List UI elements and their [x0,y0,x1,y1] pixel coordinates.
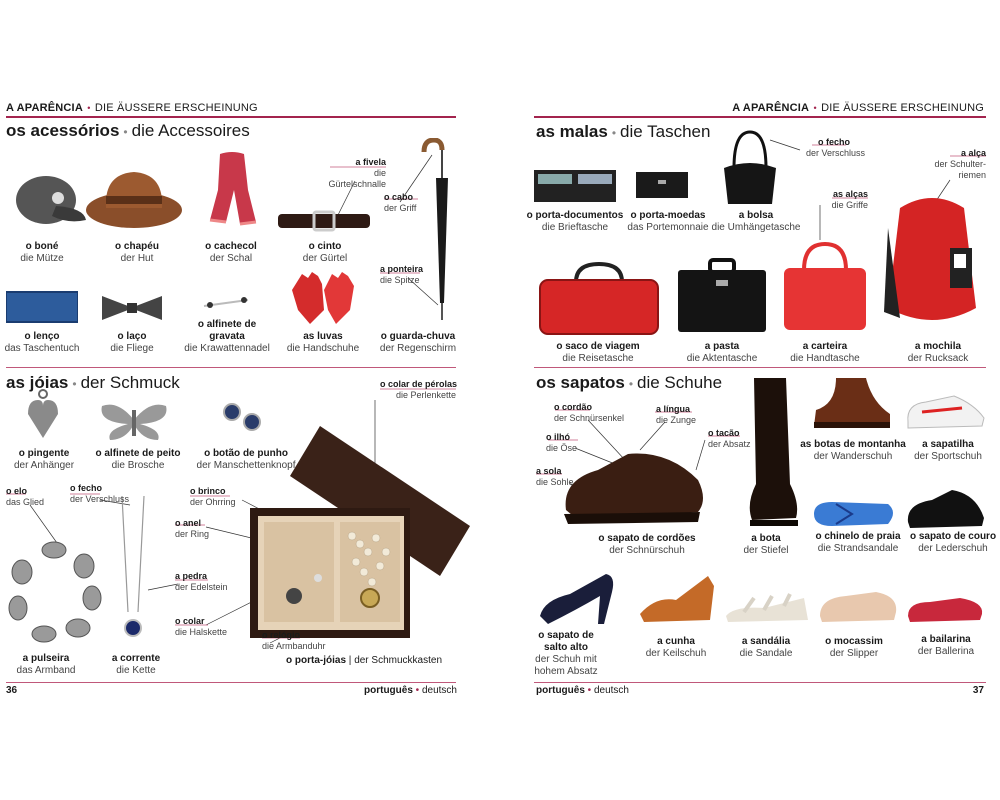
sandal-image [724,586,810,626]
label-bone: o boné die Mütze [20,241,64,264]
handkerchief-image [6,290,78,324]
label-corrente: a corrente die Kette [111,653,161,676]
bracelet-image [4,536,104,646]
scarf-image [204,150,260,230]
page-number-left: 36 [6,685,18,696]
footer-rule-left [6,682,456,683]
high-heel-image [536,566,618,626]
label-cabo: o cabo der Griff [384,192,417,213]
label-fecho-joias: o fecho der Verschluss [70,483,130,504]
handbag-image [780,236,870,332]
trainer-image [902,390,986,430]
label-sapato-couro: o sapato de couro der Lederschuh [909,531,997,554]
purse-image [636,170,688,200]
wedge-image [636,566,716,626]
label-alcas: as alças die Griffe [831,189,868,210]
belt-image [276,208,372,234]
label-alca: a alça der Schulter- riemen [934,148,986,180]
flip-flop-image [812,496,898,532]
label-bota: a bota der Stiefel [743,533,789,556]
label-anel: o anel der Ring [175,518,210,539]
label-pasta: a pasta die Aktentasche [686,341,758,364]
footer-language-left: português • deutsch [364,685,457,696]
section-title-joias: as jóias • der Schmuck [6,373,180,392]
shoulder-bag-image [720,128,780,208]
hiking-boot-image [810,374,894,430]
page-number-right: 37 [972,685,984,696]
label-brinco: o brinco der Ohrring [190,486,236,507]
necklace-image [118,492,148,642]
wallet-image [534,168,616,204]
label-luvas: as luvas die Handschuhe [286,331,360,354]
header-rule-right [534,116,986,118]
label-sola: a sola die Sohle [536,466,574,487]
pendant-image [26,388,60,440]
label-saco-viagem: o saco de viagem die Reisetasche [556,341,640,364]
label-ilho: o ilhó die Öse [546,432,578,453]
label-sapatilha: a sapatilha der Sportschuh [914,439,982,462]
label-cinto: o cinto der Gürtel [302,241,348,264]
leather-shoe-image [904,484,986,530]
label-cunha: a cunha der Keilschuh [645,636,707,659]
briefcase-image [676,254,768,334]
divider [534,367,986,368]
label-porta-moedas: o porta-moedas das Portemonnaie [627,210,709,233]
label-carteira: a carteira die Handtasche [790,341,860,364]
label-lenco: o lenço das Taschentuch [4,331,80,354]
tie-pin-image [200,292,252,314]
label-alfinete-gravata: o alfinete de gravata die Krawattennadel [184,319,270,354]
label-chinelo: o chinelo de praia die Strandsandale [815,531,901,554]
label-ponteira: a ponteira die Spitze [380,264,424,285]
label-fivela: a fivela die Gürtelschnalle [328,157,386,189]
divider [6,367,456,368]
label-alfinete-peito: o alfinete de peito die Brosche [95,448,181,471]
label-cachecol: o cachecol der Schal [205,241,257,264]
label-bolsa: a bolsa die Umhängetasche [711,210,801,233]
cap-image [8,168,88,228]
section-title-sapatos: os sapatos • die Schuhe [536,373,723,392]
label-porta-joias: o porta-jóias | der Schmuckkasten [286,655,443,666]
label-botao-punho: o botão de punho der Manschettenknopf [196,448,296,471]
label-chapeu: o chapéu der Hut [115,241,159,264]
bowtie-image [100,294,164,322]
label-lingua: a língua die Zunge [656,404,697,425]
boot-image [746,374,802,528]
section-title-acessorios: os acessórios • die Accessoires [6,121,250,140]
label-elo: o elo das Glied [6,486,45,507]
label-botas-montanha: as botas de montanha der Wanderschuh [800,439,906,462]
footer-rule-right [534,682,986,683]
label-mochila: a mochila der Rucksack [907,341,969,364]
backpack-image [880,188,984,332]
label-colar: o colar die Halskette [175,616,228,637]
label-pulseira: a pulseira das Armband [16,653,76,676]
umbrella-image [414,138,454,323]
hat-image [84,166,184,232]
header-right: A APARÊNCIA • DIE ÄUSSERE ERSCHEINUNG [732,102,984,114]
label-relogio: o relógio die Armbanduhr [262,630,326,651]
header-left: A APARÊNCIA • DIE ÄUSSERE ERSCHEINUNG [6,102,258,114]
label-sapato-salto: o sapato de salto alto der Schuh mit hohem Absatz [534,630,598,677]
label-porta-documentos: o porta-documentos die Brieftasche [526,210,624,233]
label-sapato-cordoes: o sapato de cordões der Schnürschuh [598,533,696,556]
footer-language-right: português • deutsch [536,685,629,696]
label-pingente: o pingente der Anhänger [13,448,75,471]
header-rule-left [6,116,456,118]
label-mocassim: o mocassim der Slipper [825,636,883,659]
label-tacao: o tacão der Absatz [708,428,751,449]
brooch-image [98,400,170,442]
label-guarda-chuva: o guarda-chuva der Regenschirm [379,331,457,354]
lace-up-shoe-image [558,440,708,526]
holdall-image [536,258,662,338]
label-fecho-malas: o fecho der Verschluss [806,137,866,158]
label-cordao: o cordão der Schnürsenkel [554,402,625,423]
label-bailarina: a bailarina der Ballerina [917,634,975,657]
label-laco: o laço die Fliege [110,331,154,354]
section-title-malas: as malas • die Taschen [536,122,711,141]
ballerina-image [904,590,986,624]
label-pedra: a pedra der Edelstein [175,571,228,592]
moccasin-image [816,586,898,624]
gloves-image [288,270,358,326]
label-sandalia: a sandália die Sandale [739,636,793,659]
label-colar-perolas: o colar de pérolas die Perlenkette [380,379,458,400]
